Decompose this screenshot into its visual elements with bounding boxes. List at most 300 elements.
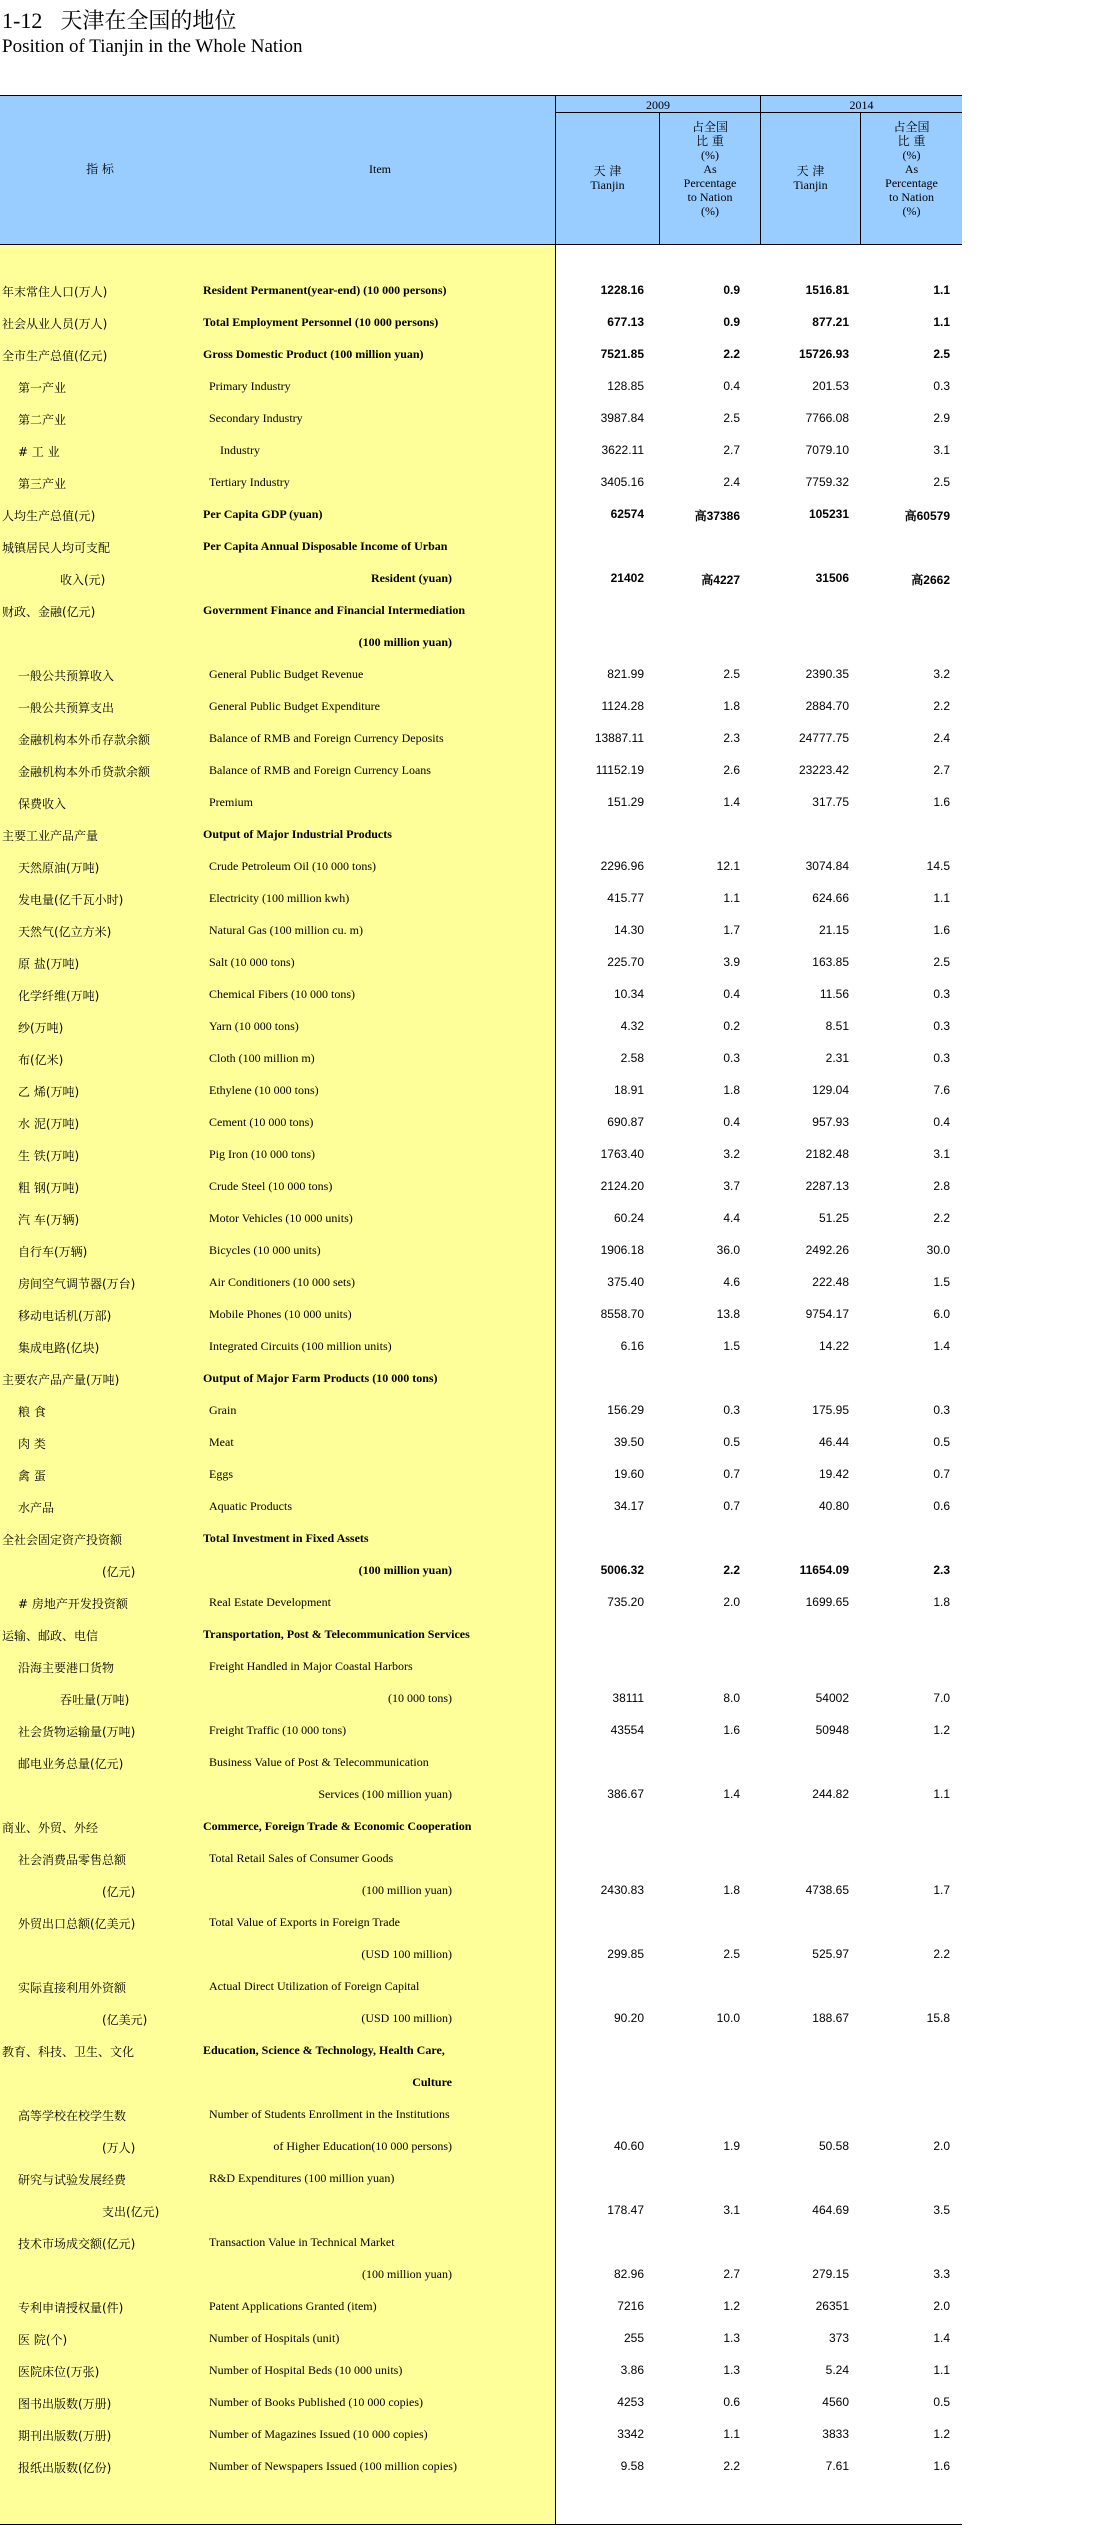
row-label-en: Transportation, Post & Telecommunication Services — [203, 1627, 470, 1641]
table-row — [0, 978, 962, 1010]
row-label-cn: 医 院(个) — [18, 2333, 68, 2347]
header-pct-en: Percentage — [683, 176, 737, 190]
value-2014-tianjin: 15726.93 — [798, 347, 849, 361]
row-label-en: Meat — [209, 1435, 234, 1449]
row-label-en: Per Capita GDP (yuan) — [203, 507, 323, 521]
value-2009-pct: 2.5 — [723, 411, 740, 425]
value-2009-pct: 2.5 — [723, 667, 740, 681]
value-2014-pct: 30.0 — [926, 1243, 950, 1257]
row-label-en: (100 million yuan) — [358, 1563, 452, 1577]
table-row — [0, 498, 962, 530]
table-row — [0, 946, 962, 978]
value-2009-pct: 4.4 — [723, 1211, 740, 1225]
value-2014-pct: 1.1 — [933, 891, 950, 905]
row-label-en: Electricity (100 million kwh) — [209, 891, 350, 905]
row-label-cn: 化学纤维(万吨) — [18, 989, 100, 1003]
row-label-en: Natural Gas (100 million cu. m) — [209, 923, 363, 937]
row-label-cn: 报纸出版数(亿份) — [18, 2461, 112, 2475]
row-label-cn: # 工 业 — [18, 445, 60, 459]
value-2009-pct: 2.0 — [723, 1595, 740, 1609]
row-label-en: Cloth (100 million m) — [209, 1051, 315, 1065]
value-2009-pct: 0.4 — [723, 987, 740, 1001]
value-2014-pct: 3.1 — [933, 1147, 950, 1161]
value-2009-pct: 3.2 — [723, 1147, 740, 1161]
row-label-en: (100 million yuan) — [362, 2267, 452, 2281]
row-label-en: Output of Major Farm Products (10 000 tons) — [203, 1371, 438, 1385]
header-pct-en: Percentage — [885, 176, 938, 190]
value-2009-tianjin: 690.87 — [607, 1115, 644, 1129]
value-2014-tianjin: 5.24 — [825, 2363, 849, 2377]
value-2009-tianjin: 3342 — [617, 2427, 644, 2441]
row-label-en: (100 million yuan) — [362, 1883, 452, 1897]
row-label-en: Premium — [209, 795, 253, 809]
row-label-cn: 社会从业人员(万人) — [2, 317, 108, 331]
table-row — [0, 1682, 962, 1714]
value-2009-tianjin: 18.91 — [613, 1083, 644, 1097]
row-label-cn: (亿元) — [102, 1885, 136, 1899]
row-label-en: General Public Budget Expenditure — [209, 699, 380, 713]
value-2014-pct: 2.4 — [933, 731, 950, 745]
value-2014-pct: 2.3 — [933, 1563, 950, 1577]
table-row — [0, 754, 962, 786]
row-label-cn: 医院床位(万张) — [18, 2365, 100, 2379]
value-2014-pct: 2.0 — [933, 2299, 950, 2313]
row-label-en: Business Value of Post & Telecommunication — [209, 1755, 429, 1769]
table-row — [0, 626, 962, 658]
header-pct-2014 — [861, 120, 962, 218]
row-label-cn: 禽 蛋 — [18, 1469, 46, 1483]
value-2009-tianjin: 375.40 — [607, 1275, 644, 1289]
row-label-cn: 保费收入 — [18, 797, 67, 811]
row-label-en: Total Retail Sales of Consumer Goods — [209, 1851, 394, 1865]
value-2014-tianjin: 26351 — [815, 2299, 849, 2313]
table-row — [0, 1074, 962, 1106]
header-pct-cn: (%) — [902, 148, 921, 162]
value-2009-pct: 2.7 — [723, 2267, 740, 2281]
value-2009-pct: 1.8 — [723, 699, 740, 713]
row-label-cn: 纱(万吨) — [18, 1021, 64, 1035]
value-2009-pct: 1.8 — [723, 1883, 740, 1897]
table-row — [0, 2002, 962, 2034]
header-pct-en: (%) — [701, 204, 719, 218]
value-2009-pct: 0.9 — [723, 283, 740, 297]
value-2014-tianjin: 7.61 — [825, 2459, 849, 2473]
page-title — [2, 4, 236, 35]
table-row — [0, 1458, 962, 1490]
row-label-cn: 高等学校在校学生数 — [18, 2109, 127, 2123]
row-label-en: Tertiary Industry — [209, 475, 290, 489]
value-2014-pct: 1.6 — [933, 795, 950, 809]
row-label-en: Freight Handled in Major Coastal Harbors — [209, 1659, 413, 1673]
value-2009-pct: 2.3 — [723, 731, 740, 745]
value-2014-pct: 6.0 — [933, 1307, 950, 1321]
table-row — [0, 1394, 962, 1426]
table-row — [0, 882, 962, 914]
row-label-cn: 移动电话机(万部) — [18, 1309, 112, 1323]
table-row — [0, 690, 962, 722]
row-label-en: Per Capita Annual Disposable Income of Urban — [203, 539, 448, 553]
row-label-cn: 吞吐量(万吨) — [60, 1693, 130, 1707]
value-2014-pct: 0.3 — [933, 987, 950, 1001]
row-label-en: Aquatic Products — [209, 1499, 292, 1513]
value-2014-pct: 2.2 — [933, 1211, 950, 1225]
row-label-cn: 第二产业 — [18, 413, 67, 427]
header-pct-en: As — [703, 162, 717, 176]
value-2014-tianjin: 8.51 — [825, 1019, 849, 1033]
table-row — [0, 818, 962, 850]
header-pct-cn: 比 重 — [696, 134, 724, 148]
value-2009-tianjin: 6.16 — [620, 1339, 644, 1353]
table-row — [0, 434, 962, 466]
value-2014-tianjin: 2287.13 — [805, 1179, 849, 1193]
value-2009-pct: 1.2 — [723, 2299, 740, 2313]
row-label-en: Gross Domestic Product (100 million yuan) — [203, 347, 424, 361]
value-2014-pct: 0.3 — [933, 379, 950, 393]
row-label-en: Number of Magazines Issued (10 000 copies) — [209, 2427, 428, 2441]
value-2009-pct: 0.5 — [723, 1435, 740, 1449]
table-row — [0, 2450, 962, 2482]
row-label-en: Number of Hospitals (unit) — [209, 2331, 340, 2345]
value-2014-tianjin: 373 — [828, 2331, 849, 2345]
table-row — [0, 306, 962, 338]
row-label-cn: 水产品 — [18, 1501, 55, 1515]
value-2014-tianjin: 525.97 — [812, 1947, 849, 1961]
value-2009-pct: 2.2 — [723, 2459, 740, 2473]
row-label-en: Patent Applications Granted (item) — [209, 2299, 377, 2313]
table-row — [0, 1746, 962, 1778]
value-2009-tianjin: 10.34 — [613, 987, 644, 1001]
value-2014-pct: 2.7 — [933, 763, 950, 777]
row-label-en: Crude Petroleum Oil (10 000 tons) — [209, 859, 376, 873]
value-2014-tianjin: 24777.75 — [798, 731, 849, 745]
value-2009-tianjin: 60.24 — [613, 1211, 644, 1225]
value-2009-pct: 1.9 — [723, 2139, 740, 2153]
value-2009-pct: 1.4 — [723, 795, 740, 809]
value-2014-pct: 0.5 — [933, 2395, 950, 2409]
table-row — [0, 2226, 962, 2258]
value-2014-tianjin: 2390.35 — [805, 667, 849, 681]
value-2014-tianjin: 4738.65 — [805, 1883, 849, 1897]
value-2009-pct: 2.6 — [723, 763, 740, 777]
header-tianjin-2014 — [761, 164, 860, 192]
value-2009-tianjin: 677.13 — [607, 315, 644, 329]
value-2009-tianjin: 2124.20 — [600, 1179, 644, 1193]
value-2014-pct: 1.4 — [933, 2331, 950, 2345]
row-label-en: Crude Steel (10 000 tons) — [209, 1179, 333, 1193]
row-label-en: Primary Industry — [209, 379, 291, 393]
table-row — [0, 1842, 962, 1874]
value-2009-tianjin: 1124.28 — [601, 699, 644, 713]
value-2009-pct: 0.4 — [723, 379, 740, 393]
table-row — [0, 1906, 962, 1938]
value-2014-pct: 2.5 — [933, 955, 950, 969]
table-row — [0, 1106, 962, 1138]
value-2014-pct: 7.6 — [933, 1083, 950, 1097]
value-2009-pct: 1.7 — [723, 923, 740, 937]
table-row — [0, 1650, 962, 1682]
value-2009-tianjin: 7521.85 — [600, 347, 644, 361]
row-label-en: Mobile Phones (10 000 units) — [209, 1307, 352, 1321]
table-row — [0, 2258, 962, 2290]
value-2014-pct: 2.5 — [933, 475, 950, 489]
value-2009-pct: 12.1 — [716, 859, 740, 873]
row-label-cn: 外贸出口总额(亿美元) — [18, 1917, 136, 1931]
value-2009-tianjin: 255 — [623, 2331, 644, 2345]
value-2014-tianjin: 201.53 — [812, 379, 849, 393]
header-pct-en: (%) — [902, 204, 921, 218]
header-pct-cn: (%) — [701, 148, 719, 162]
value-2009-tianjin: 7216 — [617, 2299, 644, 2313]
value-2014-pct: 1.6 — [933, 2459, 950, 2473]
row-label-cn: 一般公共预算支出 — [18, 701, 115, 715]
value-2009-pct: 0.4 — [723, 1115, 740, 1129]
header-pct-en: to Nation — [889, 190, 934, 204]
table-row — [0, 466, 962, 498]
value-2014-pct: 高60579 — [904, 509, 950, 523]
value-2009-pct: 1.4 — [723, 1787, 740, 1801]
table-row — [0, 2130, 962, 2162]
value-2009-tianjin: 2.58 — [620, 1051, 644, 1065]
row-label-en: Government Finance and Financial Intermediation — [203, 603, 465, 617]
row-label-en: Actual Direct Utilization of Foreign Capital — [209, 1979, 420, 1993]
value-2009-tianjin: 225.70 — [607, 955, 644, 969]
value-2014-pct: 1.6 — [933, 923, 950, 937]
value-2009-tianjin: 21402 — [610, 571, 644, 585]
value-2014-tianjin: 624.66 — [812, 891, 849, 905]
value-2014-pct: 15.8 — [926, 2011, 950, 2025]
value-2009-pct: 1.5 — [723, 1339, 740, 1353]
value-2009-pct: 1.3 — [723, 2363, 740, 2377]
value-2014-pct: 1.1 — [933, 283, 950, 297]
table-row — [0, 2290, 962, 2322]
row-label-cn: 财政、金融(亿元) — [2, 605, 96, 619]
value-2014-pct: 1.2 — [933, 2427, 950, 2441]
value-2014-tianjin: 188.67 — [812, 2011, 849, 2025]
value-2009-tianjin: 156.29 — [607, 1403, 644, 1417]
row-label-en: (USD 100 million) — [361, 2011, 452, 2025]
row-label-en: Number of Students Enrollment in the Institutions — [209, 2107, 450, 2121]
row-label-cn: 房间空气调节器(万台) — [18, 1277, 136, 1291]
value-2009-tianjin: 415.77 — [607, 891, 644, 905]
row-label-cn: 天然气(亿立方米) — [18, 925, 112, 939]
row-label-cn: 金融机构本外币贷款余额 — [18, 765, 151, 779]
row-label-cn: 全社会固定资产投资额 — [2, 1533, 123, 1547]
row-label-cn: 粮 食 — [18, 1405, 46, 1419]
header-pct-en: As — [904, 162, 919, 176]
value-2009-pct: 2.2 — [723, 1563, 740, 1577]
value-2014-tianjin: 51.25 — [818, 1211, 849, 1225]
table-row — [0, 1970, 962, 2002]
value-2009-pct: 高4227 — [701, 573, 740, 587]
table-row — [0, 658, 962, 690]
value-2009-tianjin: 128.85 — [607, 379, 644, 393]
row-label-cn: 专利申请授权量(件) — [18, 2301, 124, 2315]
value-2014-pct: 2.2 — [933, 1947, 950, 1961]
value-2009-pct: 0.3 — [723, 1403, 740, 1417]
table-row — [0, 1202, 962, 1234]
value-2009-pct: 1.6 — [723, 1723, 740, 1737]
row-label-en: Output of Major Industrial Products — [203, 827, 392, 841]
value-2009-pct: 2.7 — [723, 443, 740, 457]
table-row — [0, 2098, 962, 2130]
value-2009-tianjin: 3987.84 — [600, 411, 644, 425]
header-pct-cn: 比 重 — [897, 134, 926, 148]
value-2009-pct: 0.7 — [723, 1467, 740, 1481]
value-2014-pct: 0.3 — [933, 1019, 950, 1033]
table-row — [0, 2066, 962, 2098]
row-label-cn: 第一产业 — [18, 381, 67, 395]
table-row — [0, 1042, 962, 1074]
value-2014-pct: 1.1 — [933, 2363, 950, 2377]
table-row — [0, 2034, 962, 2066]
value-2009-tianjin: 9.58 — [620, 2459, 644, 2473]
value-2014-tianjin: 31506 — [815, 571, 849, 585]
row-label-cn: (亿元) — [102, 1565, 136, 1579]
table-row — [0, 786, 962, 818]
value-2009-pct: 36.0 — [716, 1243, 740, 1257]
row-label-en: Cement (10 000 tons) — [209, 1115, 314, 1129]
row-label-en: Eggs — [209, 1467, 233, 1481]
value-2009-pct: 0.2 — [723, 1019, 740, 1033]
row-label-en: Total Employment Personnel (10 000 persons) — [203, 315, 439, 329]
row-label-cn: 集成电路(亿块) — [18, 1341, 100, 1355]
table-row — [0, 722, 962, 754]
value-2009-pct: 3.7 — [723, 1179, 740, 1193]
row-label-en: Salt (10 000 tons) — [209, 955, 295, 969]
value-2014-pct: 3.1 — [933, 443, 950, 457]
header-pct-en: to Nation — [687, 190, 733, 204]
value-2014-tianjin: 129.04 — [812, 1083, 849, 1097]
table-row — [0, 1170, 962, 1202]
value-2014-tianjin: 21.15 — [818, 923, 849, 937]
value-2009-pct: 1.8 — [723, 1083, 740, 1097]
value-2014-tianjin: 54002 — [815, 1691, 849, 1705]
table-row — [0, 1490, 962, 1522]
row-label-cn: 粗 钢(万吨) — [18, 1181, 80, 1195]
table-row — [0, 1362, 962, 1394]
row-label-en: Freight Traffic (10 000 tons) — [209, 1723, 347, 1737]
value-2009-pct: 高37386 — [694, 509, 740, 523]
header-bottom-rule — [0, 244, 962, 245]
value-2014-tianjin: 14.22 — [818, 1339, 849, 1353]
row-label-en: Total Value of Exports in Foreign Trade — [209, 1915, 400, 1929]
value-2014-tianjin: 4560 — [822, 2395, 849, 2409]
value-2009-pct: 0.6 — [723, 2395, 740, 2409]
value-2014-pct: 0.4 — [933, 1115, 950, 1129]
value-2009-pct: 1.1 — [723, 2427, 740, 2441]
table-number: 1-12 — [2, 8, 43, 33]
row-label-en: (10 000 tons) — [388, 1691, 452, 1705]
table-row — [0, 1778, 962, 1810]
header-tianjin-cn: 天 津 — [593, 164, 622, 178]
table-row — [0, 1938, 962, 1970]
value-2009-tianjin: 43554 — [610, 1723, 644, 1737]
row-label-cn: 主要农产品产量(万吨) — [2, 1373, 120, 1387]
row-label-en: Number of Hospital Beds (10 000 units) — [209, 2363, 403, 2377]
value-2014-tianjin: 2492.26 — [805, 1243, 849, 1257]
row-label-en: Commerce, Foreign Trade & Economic Cooperation — [203, 1819, 472, 1833]
row-label-cn: 沿海主要港口货物 — [18, 1661, 115, 1675]
value-2014-pct: 1.1 — [933, 315, 950, 329]
row-label-cn: 全市生产总值(亿元) — [2, 349, 108, 363]
value-2014-pct: 1.2 — [933, 1723, 950, 1737]
value-2009-tianjin: 34.17 — [613, 1499, 644, 1513]
row-label-cn: 商业、外贸、外经 — [2, 1821, 99, 1835]
value-2014-tianjin: 105231 — [808, 507, 849, 521]
value-2014-tianjin: 7079.10 — [805, 443, 849, 457]
value-2009-pct: 3.9 — [723, 955, 740, 969]
row-label-en: Balance of RMB and Foreign Currency Deposits — [209, 731, 444, 745]
value-2009-pct: 0.7 — [723, 1499, 740, 1513]
row-label-cn: (亿美元) — [102, 2013, 148, 2027]
value-2009-tianjin: 82.96 — [613, 2267, 644, 2281]
value-2014-tianjin: 2182.48 — [805, 1147, 849, 1161]
value-2009-tianjin: 1228.16 — [600, 283, 644, 297]
row-label-en: Real Estate Development — [209, 1595, 331, 1609]
value-2014-pct: 2.2 — [933, 699, 950, 713]
value-2009-tianjin: 4.32 — [620, 1019, 644, 1033]
value-2009-tianjin: 90.20 — [613, 2011, 644, 2025]
table-row — [0, 2194, 962, 2226]
value-2014-pct: 0.3 — [933, 1051, 950, 1065]
value-2014-pct: 1.8 — [933, 1595, 950, 1609]
row-label-en: Chemical Fibers (10 000 tons) — [209, 987, 355, 1001]
value-2009-tianjin: 2430.83 — [600, 1883, 644, 1897]
table-row — [0, 2354, 962, 2386]
header-tianjin-cn: 天 津 — [796, 164, 825, 178]
value-2009-tianjin: 735.20 — [607, 1595, 644, 1609]
row-label-cn: 汽 车(万辆) — [18, 1213, 80, 1227]
value-2009-pct: 3.1 — [723, 2203, 740, 2217]
value-2009-tianjin: 299.85 — [607, 1947, 644, 1961]
row-label-cn: 发电量(亿千瓦小时) — [18, 893, 124, 907]
row-label-cn: 研究与试验发展经费 — [18, 2173, 127, 2187]
value-2014-tianjin: 175.95 — [812, 1403, 849, 1417]
value-2014-pct: 1.4 — [933, 1339, 950, 1353]
row-label-en: Services (100 million yuan) — [318, 1787, 452, 1801]
table-row — [0, 2386, 962, 2418]
table-row — [0, 1266, 962, 1298]
table-row — [0, 1010, 962, 1042]
row-label-en: of Higher Education(10 000 persons) — [273, 2139, 452, 2153]
row-label-en: Balance of RMB and Foreign Currency Loans — [209, 763, 431, 777]
value-2009-tianjin: 821.99 — [607, 667, 644, 681]
row-label-cn: 年末常住人口(万人) — [2, 285, 108, 299]
value-2009-tianjin: 5006.32 — [600, 1563, 644, 1577]
row-label-en: (100 million yuan) — [358, 635, 452, 649]
value-2009-pct: 2.5 — [723, 1947, 740, 1961]
row-label-cn: 自行车(万辆) — [18, 1245, 88, 1259]
row-label-en: Culture — [412, 2075, 452, 2089]
row-label-cn: # 房地产开发投资额 — [18, 1597, 128, 1611]
value-2014-tianjin: 317.75 — [812, 795, 849, 809]
row-label-en: Transaction Value in Technical Market — [209, 2235, 395, 2249]
value-2014-tianjin: 9754.17 — [805, 1307, 849, 1321]
value-2014-tianjin: 1516.81 — [805, 283, 849, 297]
value-2014-tianjin: 464.69 — [812, 2203, 849, 2217]
table-row — [0, 1554, 962, 1586]
value-2014-tianjin: 3833 — [822, 2427, 849, 2441]
row-label-en: Ethylene (10 000 tons) — [209, 1083, 319, 1097]
value-2014-pct: 14.5 — [926, 859, 950, 873]
value-2014-tianjin: 23223.42 — [798, 763, 849, 777]
table-top-rule — [0, 95, 962, 96]
value-2014-tianjin: 40.80 — [818, 1499, 849, 1513]
value-2014-tianjin: 46.44 — [818, 1435, 849, 1449]
row-label-cn: 第三产业 — [18, 477, 67, 491]
value-2009-tianjin: 4253 — [617, 2395, 644, 2409]
row-label-cn: 运输、邮政、电信 — [2, 1629, 99, 1643]
